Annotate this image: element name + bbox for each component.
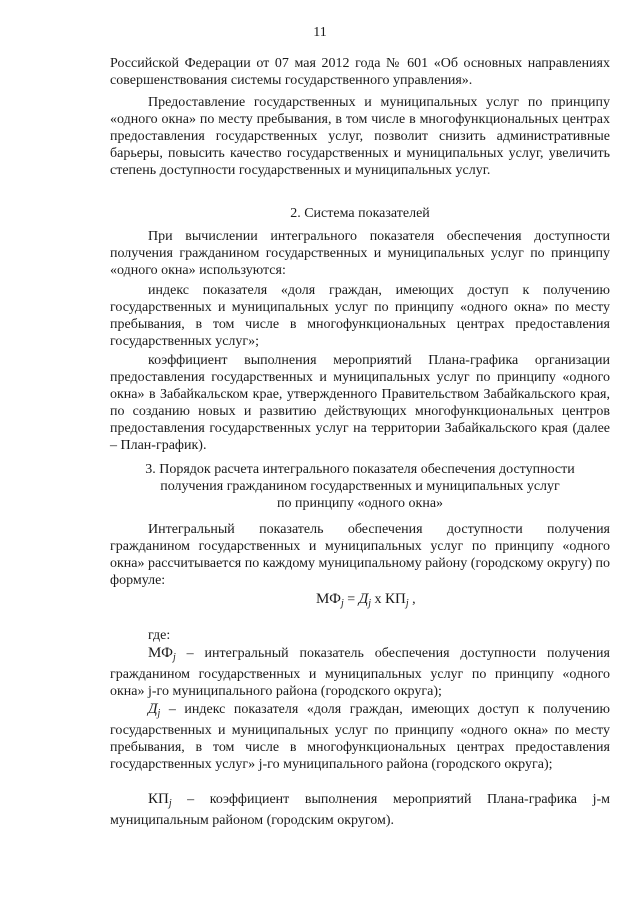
- coefficient-paragraph: коэффициент выполнения мероприятий Плана-графика организации предоставления государственных и муниципальных услуг по принципу «одного окна» в Забайкальском крае, утвержденного Правительством Забайкальского края, по созданию новых и развитию действующих многофункциональных центров предоставления государственных услуг на территории Забайкальского края (далее – План-график).: [110, 353, 610, 453]
- intro-paragraph-block: [110, 55, 610, 89]
- single-window-paragraph: Предоставление государственных и муниципальных услуг по принципу «одного окна» по месту пребывания, в том числе в многофункциональных центрах предоставления государственных услуг, позволит снизить административные барьеры, повысить качество государственных и муниципальных услуг, увеличить степень доступности государственных и муниципальных услуг.: [110, 95, 610, 178]
- page-number: 11: [313, 25, 327, 40]
- coefficient-block: [110, 352, 610, 454]
- formula: [316, 591, 416, 612]
- def-mf-symbol: МФ: [148, 645, 173, 661]
- def-kp-subscript: j: [168, 798, 172, 809]
- def-d-subscript: j: [157, 708, 161, 719]
- indicators-intro-block: [110, 228, 610, 279]
- section3-heading-block: [110, 461, 610, 512]
- formula-tail: ,: [408, 592, 416, 607]
- intro-paragraph: Российской Федерации от 07 мая 2012 года № 601 «Об основных направлениях совершенствования системы государственного управления».: [110, 56, 610, 88]
- formula-mf-subscript: j: [341, 598, 344, 609]
- index-block: [110, 282, 610, 350]
- formula-mf: МФ: [316, 591, 341, 607]
- index-paragraph: индекс показателя «доля граждан, имеющих доступ к получению государственных и муниципальных услуг по принципу «одного окна» по месту пребывания, в том числе в многофункциональных центрах предоставления государственных услуг»;: [110, 283, 610, 349]
- section3-heading-line2: получения гражданином государственных и муниципальных услуг: [160, 479, 560, 494]
- formula-times: x: [371, 592, 386, 607]
- def-mf-text: – интегральный показатель обеспечения доступности получения гражданином государственных и муниципальных услуг по принципу «одного окна» j-го муниципального района (городского округа);: [110, 646, 610, 699]
- def-d-text: – индекс показателя «доля граждан, имеющих доступ к получению государственных и муниципальных услуг по принципу «одного окна» по месту пребывания, в том числе в многофункциональных центрах предоставления государственных услуг» j-го муниципального района (городского округа);: [110, 702, 610, 772]
- formula-intro-paragraph: Интегральный показатель обеспечения доступности получения гражданином государственных и муниципальных услуг по принципу «одного окна» рассчитывается по каждому муниципальному району (городскому округу) по формуле:: [110, 522, 610, 588]
- formula-intro-block: [110, 521, 610, 589]
- single-window-block: [110, 94, 610, 179]
- where-block: [110, 627, 610, 644]
- formula-kp-subscript: j: [405, 598, 409, 609]
- formula-equals: =: [343, 592, 359, 607]
- def-d-symbol: Д: [148, 701, 158, 717]
- def-kp-symbol: КП: [148, 791, 169, 807]
- def-d-block: [110, 701, 610, 773]
- def-kp-text: – коэффициент выполнения мероприятий Плана-графика j-м муниципальным районом (городским округом).: [110, 792, 610, 828]
- def-kp-paragraph: [110, 791, 610, 829]
- def-mf-paragraph: [110, 645, 610, 700]
- where-label: где:: [148, 628, 171, 643]
- section3-heading-line3: по принципу «одного окна»: [276, 496, 444, 511]
- def-mf-subscript: j: [173, 652, 176, 663]
- formula-kp: КП: [385, 591, 406, 607]
- section2-heading: 2. Система показателей: [290, 206, 430, 221]
- def-d-paragraph: [110, 701, 610, 773]
- formula-d: Д: [358, 591, 369, 607]
- def-kp-block: [110, 791, 610, 829]
- def-mf-block: [110, 645, 610, 700]
- indicators-intro-paragraph: При вычислении интегрального показателя обеспечения доступности получения гражданином государственных и муниципальных услуг по принципу «одного окна» используются:: [110, 229, 610, 278]
- section3-heading-line1: 3. Порядок расчета интегрального показателя обеспечения доступности: [145, 462, 575, 477]
- formula-d-subscript: j: [368, 598, 372, 609]
- section2-heading-block: [110, 205, 610, 222]
